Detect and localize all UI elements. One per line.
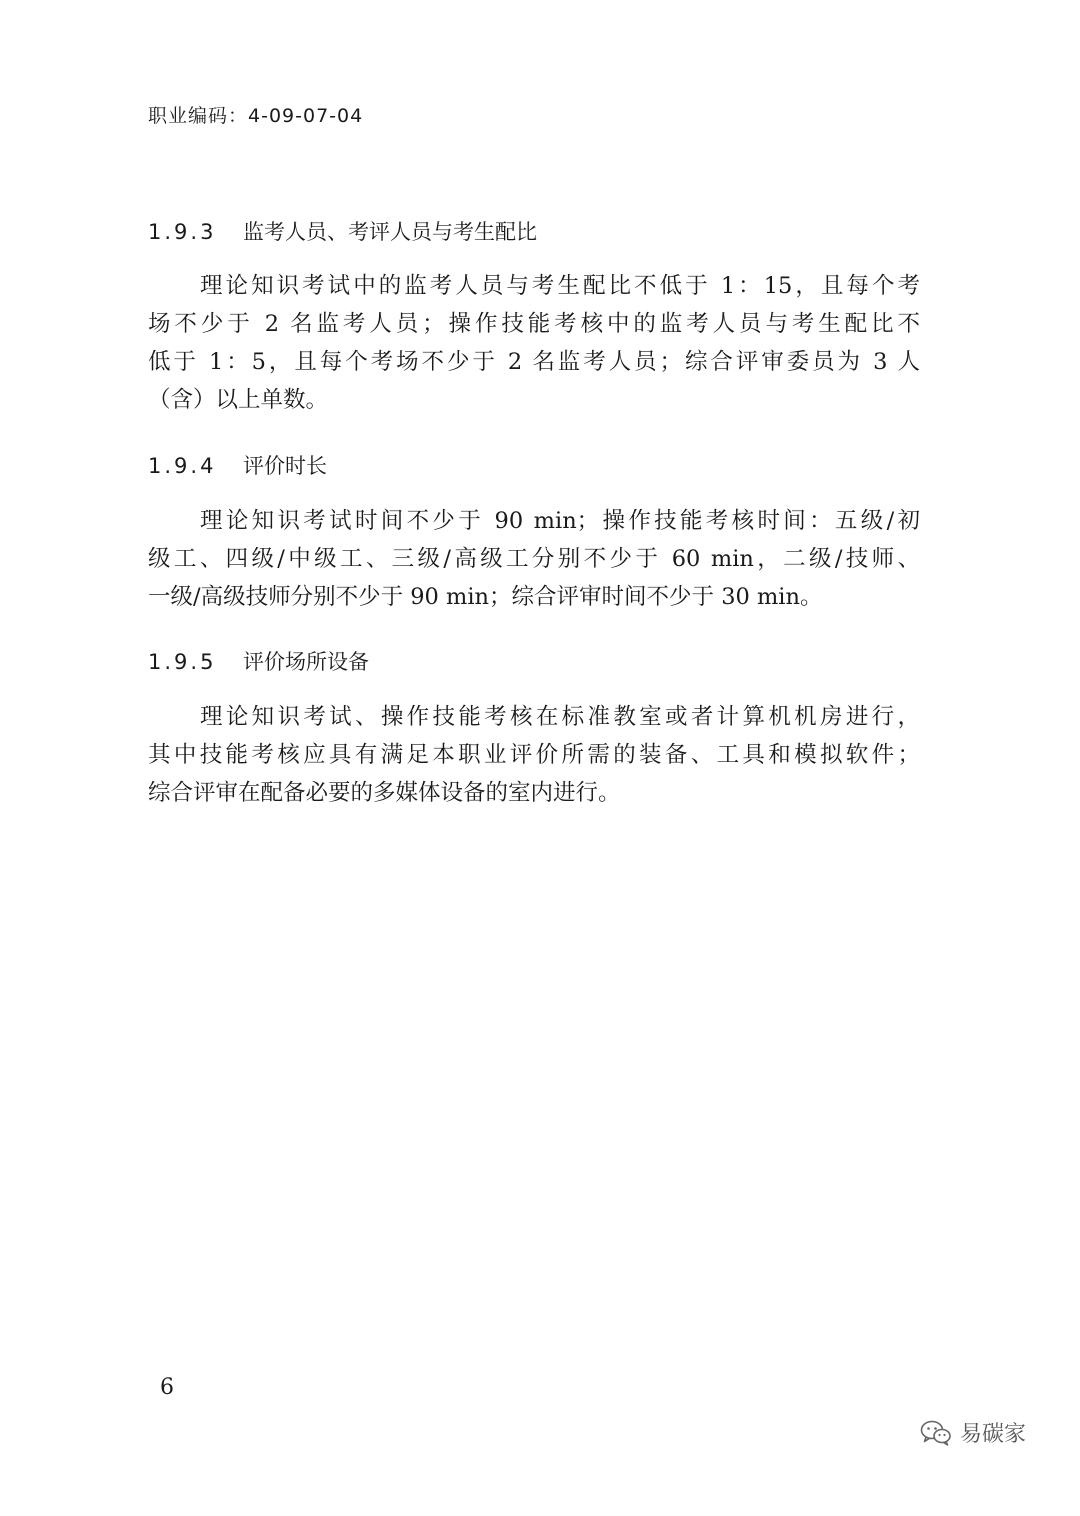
watermark-text: 易碳家 xyxy=(960,1422,1027,1447)
paragraph-line: 其中技能考核应具有满足本职业评价所需的装备、工具和模拟软件； xyxy=(148,742,920,768)
section-title: 评价场所设备 xyxy=(243,650,369,674)
paragraph-line: 理论知识考试、操作技能考核在标准教室或者计算机机房进行， xyxy=(200,704,920,730)
section-heading-1-9-3 xyxy=(148,216,537,246)
paragraph-line: 理论知识考试时间不少于 90 min；操作技能考核时间：五级/初 xyxy=(200,508,920,534)
section-title: 监考人员、考评人员与考生配比 xyxy=(243,220,537,244)
section-number: 1.9.4 xyxy=(148,454,217,478)
section-body-1-9-5 xyxy=(148,698,920,812)
paragraph-line: 理论知识考试中的监考人员与考生配比不低于 1：15，且每个考 xyxy=(200,273,920,299)
section-heading-1-9-4 xyxy=(148,450,327,480)
section-number: 1.9.5 xyxy=(148,650,217,674)
paragraph-line: 一级/高级技师分别不少于 90 min；综合评审时间不少于 30 min。 xyxy=(148,584,823,610)
occupation-code: 职业编码：4-09-07-04 xyxy=(148,105,364,127)
paragraph-line: 低于 1：5，且每个考场不少于 2 名监考人员；综合评审委员为 3 人 xyxy=(148,349,920,375)
section-heading-1-9-5 xyxy=(148,646,369,676)
paragraph-line: 综合评审在配备必要的多媒体设备的室内进行。 xyxy=(148,780,621,806)
wechat-icon xyxy=(920,1419,952,1447)
section-number: 1.9.3 xyxy=(148,220,217,244)
paragraph-line: 场不少于 2 名监考人员；操作技能考核中的监考人员与考生配比不 xyxy=(148,311,920,337)
section-title: 评价时长 xyxy=(243,454,327,478)
watermark xyxy=(920,1417,1026,1448)
section-body-1-9-3 xyxy=(148,267,920,419)
page-number: 6 xyxy=(160,1375,174,1400)
paragraph-line: （含）以上单数。 xyxy=(148,387,329,413)
section-body-1-9-4 xyxy=(148,502,920,616)
paragraph-line: 级工、四级/中级工、三级/高级工分别不少于 60 min，二级/技师、 xyxy=(148,546,920,572)
